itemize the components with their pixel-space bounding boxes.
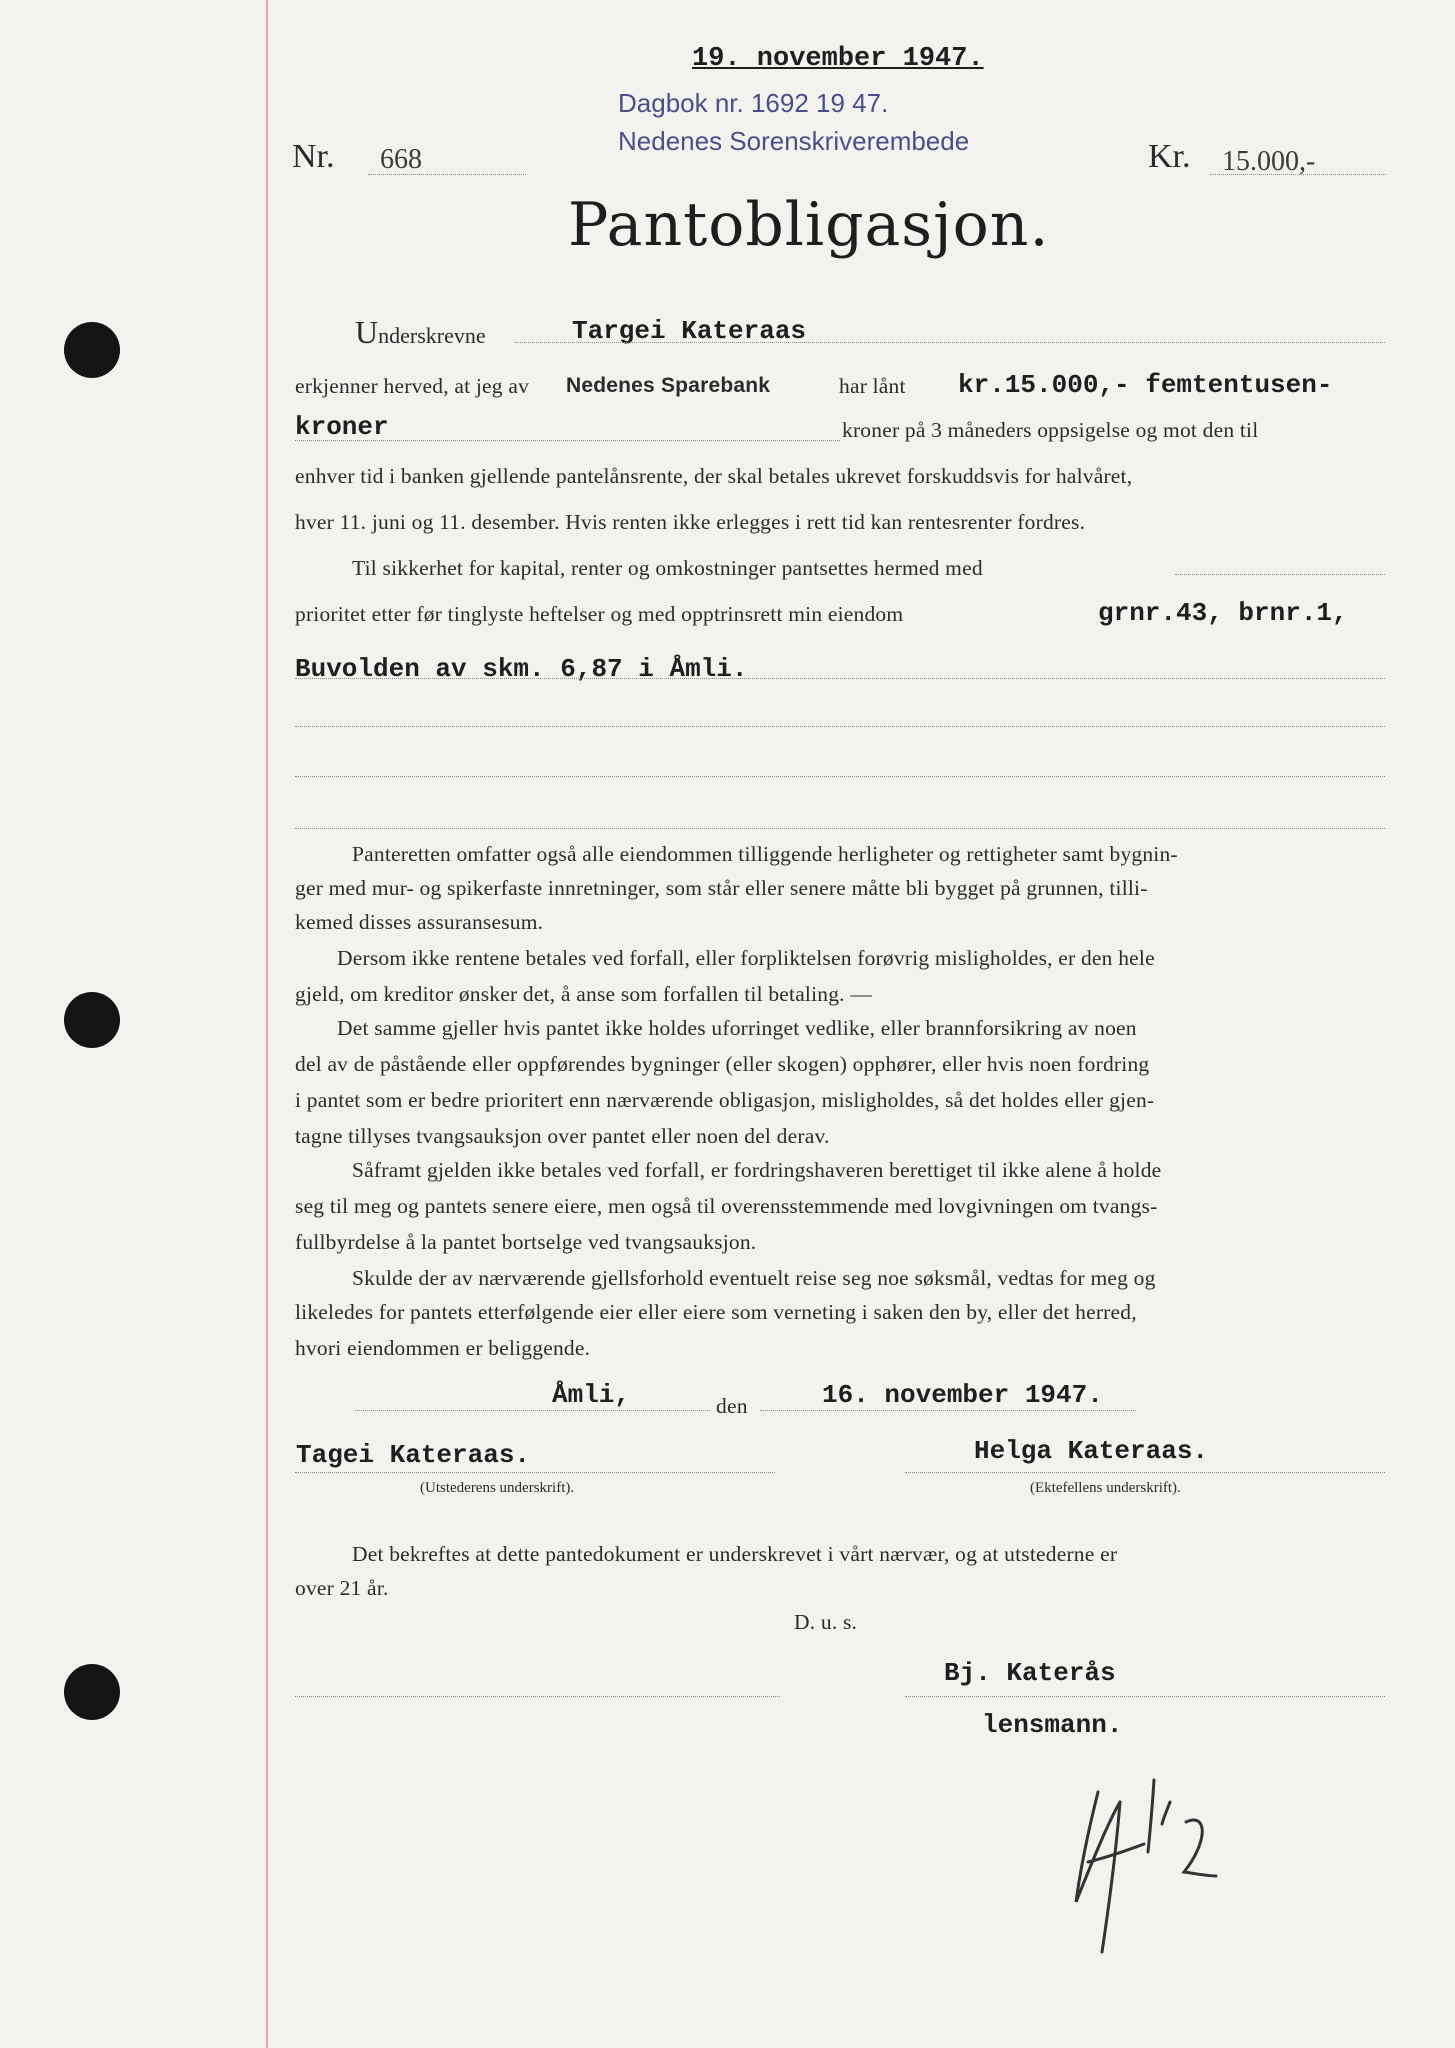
den-label: den: [716, 1394, 748, 1418]
undersigned-name: Targei Kateraas: [572, 316, 807, 346]
undersigned-label: Underskrevne: [355, 314, 486, 350]
registration-date: 19. november 1947.: [692, 44, 984, 74]
issuer-signature: Tagei Kateraas.: [296, 1440, 531, 1470]
terms-line: seg til meg og pantets senere eiere, men også til overensstemmende med lovgivningen om tvangs-: [295, 1194, 1158, 1218]
amount-dotline: [295, 440, 840, 441]
nr-dotline: [368, 174, 526, 175]
date-dotline: [760, 1410, 1136, 1411]
signing-place: Åmli,: [552, 1380, 631, 1410]
property-line2: Buvolden av skm. 6,87 i Åmli.: [295, 654, 748, 684]
terms-line: Skulde der av nærværende gjellsforhold eventuelt reise seg noe søksmål, vedtas for meg og: [352, 1266, 1156, 1290]
terms-line: Såframt gjelden ikke betales ved forfall, er fordringshaveren berettiget til ikke alene å holde: [352, 1158, 1162, 1182]
terms-line: hvori eiendommen er beliggende.: [295, 1336, 591, 1360]
terms-line: Panteretten omfatter også alle eiendommen tilliggende herligheter og rettigheter samt bygnin-: [352, 842, 1178, 866]
kr-value: 15.000,-: [1222, 146, 1316, 177]
loan-amount: kr.15.000,- femtentusen-: [958, 370, 1333, 400]
margin-rule: [266, 0, 268, 2048]
attestation-line1: Det bekreftes at dette pantedokument er underskrevet i vårt nærvær, og at utstederne er: [352, 1542, 1118, 1566]
kr-dotline: [1210, 174, 1386, 175]
bank-name: Nedenes Sparebank: [566, 374, 771, 397]
terms-line: fullbyrdelse å la pantet bortselge ved tvangsauksjon.: [295, 1230, 757, 1254]
blank-dotline: [295, 776, 1385, 777]
kr-label: Kr.: [1148, 138, 1191, 175]
spouse-caption: (Ektefellens underskrift).: [1030, 1480, 1181, 1496]
intro-line1a: erkjenner herved, at jeg av: [295, 374, 530, 398]
terms-line: tagne tillyses tvangsauksjon over pantet eller noen del derav.: [295, 1124, 830, 1148]
undersigned-dotline: [515, 342, 1385, 343]
nr-label: Nr.: [292, 138, 335, 175]
intro-line2b: kroner på 3 måneders oppsigelse og mot den til: [842, 418, 1259, 442]
witness-title: lensmann.: [982, 1710, 1123, 1740]
intro-line5: Til sikkerhet for kapital, renter og omkostninger pantsettes hermed med: [352, 556, 983, 580]
loan-amount-cont: kroner: [295, 412, 389, 442]
place-dotline: [355, 1410, 710, 1411]
handwritten-initials: [1058, 1752, 1228, 1962]
terms-line: Det samme gjeller hvis pantet ikke holdes uforringet vedlike, eller brannforsikring av noen: [337, 1016, 1137, 1040]
spouse-signature: Helga Kateraas.: [974, 1436, 1209, 1466]
punch-hole: [64, 322, 120, 378]
attestation-line2: over 21 år.: [295, 1576, 389, 1600]
court-stamp: Nedenes Sorenskriverembede: [618, 126, 970, 156]
signing-date: 16. november 1947.: [822, 1380, 1103, 1410]
terms-line: likeledes for pantets etterfølgende eier eller eiere som verneting i saken den by, eller det herred,: [295, 1300, 1137, 1324]
intro-line6: prioritet etter før tinglyste heftelser og med opptrinsrett min eiendom: [295, 602, 904, 626]
journal-stamp: Dagbok nr. 1692 19 47.: [618, 88, 889, 118]
nr-value: 668: [380, 144, 422, 175]
terms-line: kemed disses assuransesum.: [295, 910, 544, 934]
dus-text: D. u. s.: [794, 1610, 858, 1634]
terms-line: Dersom ikke rentene betales ved forfall, eller forpliktelsen forøvrig misligholdes, er den hele: [337, 946, 1155, 970]
intro-line3: enhver tid i banken gjellende pantelånsrente, der skal betales ukrevet forskuddsvis for halvåret,: [295, 464, 1133, 488]
witness-dotline: [295, 1696, 780, 1697]
blank-dotline: [295, 828, 1385, 829]
intro-line4: hver 11. juni og 11. desember. Hvis renten ikke erlegges i rett tid kan rentesrenter fordres.: [295, 510, 1086, 534]
terms-line: ger med mur- og spikerfaste innretninger, som står eller senere måtte bli bygget på grunnen, tilli-: [295, 876, 1148, 900]
blank-dotline: [295, 726, 1385, 727]
page-title: Pantobligasjon.: [568, 190, 1050, 260]
punch-hole: [64, 1664, 120, 1720]
property-line1: grnr.43, brnr.1,: [1098, 598, 1348, 628]
spouse-dotline: [905, 1472, 1385, 1473]
witness-dotline: [905, 1696, 1385, 1697]
issuer-dotline: [295, 1472, 775, 1473]
property-dotline: [295, 678, 1385, 679]
punch-hole: [64, 992, 120, 1048]
terms-line: i pantet som er bedre prioritert enn nærværende obligasjon, misligholdes, så det holdes eller gjen-: [295, 1088, 1155, 1112]
issuer-caption: (Utstederens underskrift).: [420, 1480, 575, 1496]
terms-line: gjeld, om kreditor ønsker det, å anse som forfallen til betaling. —: [295, 982, 873, 1006]
line5-dotline: [1175, 574, 1385, 575]
intro-line1b: har lånt: [839, 374, 906, 398]
terms-line: del av de påstående eller oppførendes bygninger (eller skogen) opphører, eller hvis noen fordring: [295, 1052, 1150, 1076]
witness-signature: Bj. Katerås: [944, 1658, 1116, 1688]
